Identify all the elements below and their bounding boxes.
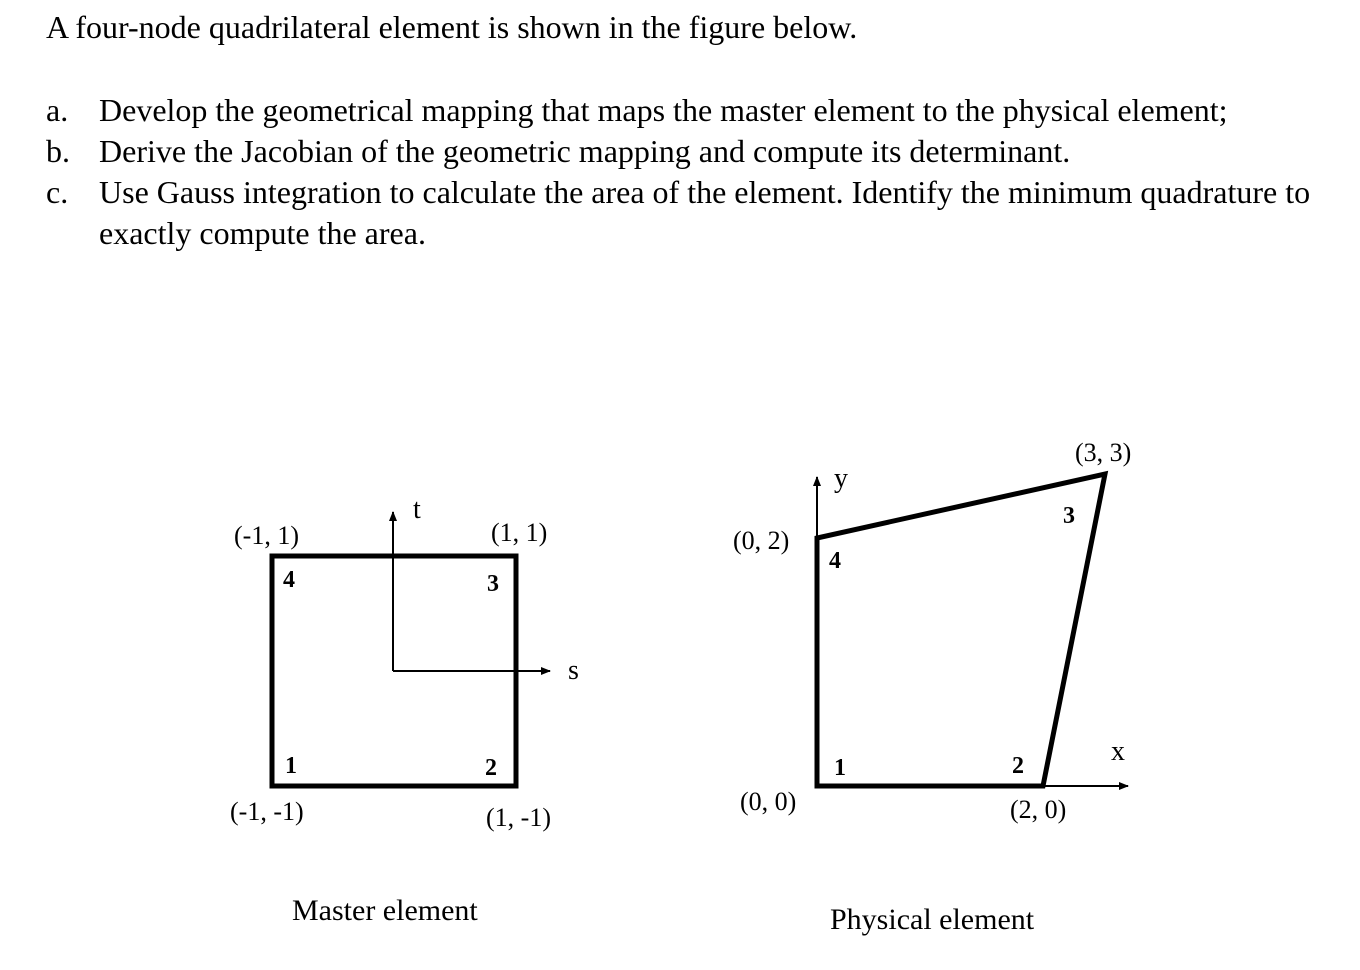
master-coord-1: (-1, -1) [230, 797, 304, 826]
physical-quadrilateral [817, 474, 1105, 786]
physical-coord-3: (3, 3) [1075, 438, 1132, 467]
part-a-label: a. [46, 92, 69, 128]
master-s-label: s [568, 655, 579, 686]
physical-element [733, 438, 1131, 936]
physical-node-3: 3 [1063, 503, 1075, 529]
physical-node-2: 2 [1012, 753, 1024, 779]
master-t-label: t [413, 494, 421, 525]
problem-intro: A four-node quadrilateral element is shown in the figure below. [46, 9, 858, 45]
master-caption: Master element [292, 894, 478, 927]
physical-caption: Physical element [830, 903, 1035, 936]
part-c-text: Use Gauss integration to calculate the area of the element. Identify the minimum quadrature to exactly compute the area. [99, 174, 1311, 251]
master-coord-3: (1, 1) [491, 518, 548, 547]
physical-y-label: y [834, 463, 848, 494]
master-node-4: 4 [283, 567, 295, 593]
part-a-text: Develop the geometrical mapping that maps the master element to the physical element; [99, 92, 1228, 128]
master-coord-4: (-1, 1) [234, 521, 299, 550]
master-coord-2: (1, -1) [486, 803, 551, 832]
physical-node-4: 4 [829, 548, 841, 574]
master-node-1: 1 [285, 753, 297, 779]
part-b-text: Derive the Jacobian of the geometric mapping and compute its determinant. [99, 133, 1071, 169]
master-node-3: 3 [487, 571, 499, 597]
physical-node-1: 1 [834, 755, 846, 781]
part-c-label: c. [46, 174, 69, 210]
master-node-2: 2 [485, 755, 497, 781]
master-element [230, 494, 579, 927]
physical-coord-2: (2, 0) [1010, 795, 1067, 824]
part-b-label: b. [46, 133, 70, 169]
physical-coord-1: (0, 0) [740, 787, 797, 816]
physical-coord-4: (0, 2) [733, 526, 790, 555]
physical-x-label: x [1111, 736, 1125, 767]
